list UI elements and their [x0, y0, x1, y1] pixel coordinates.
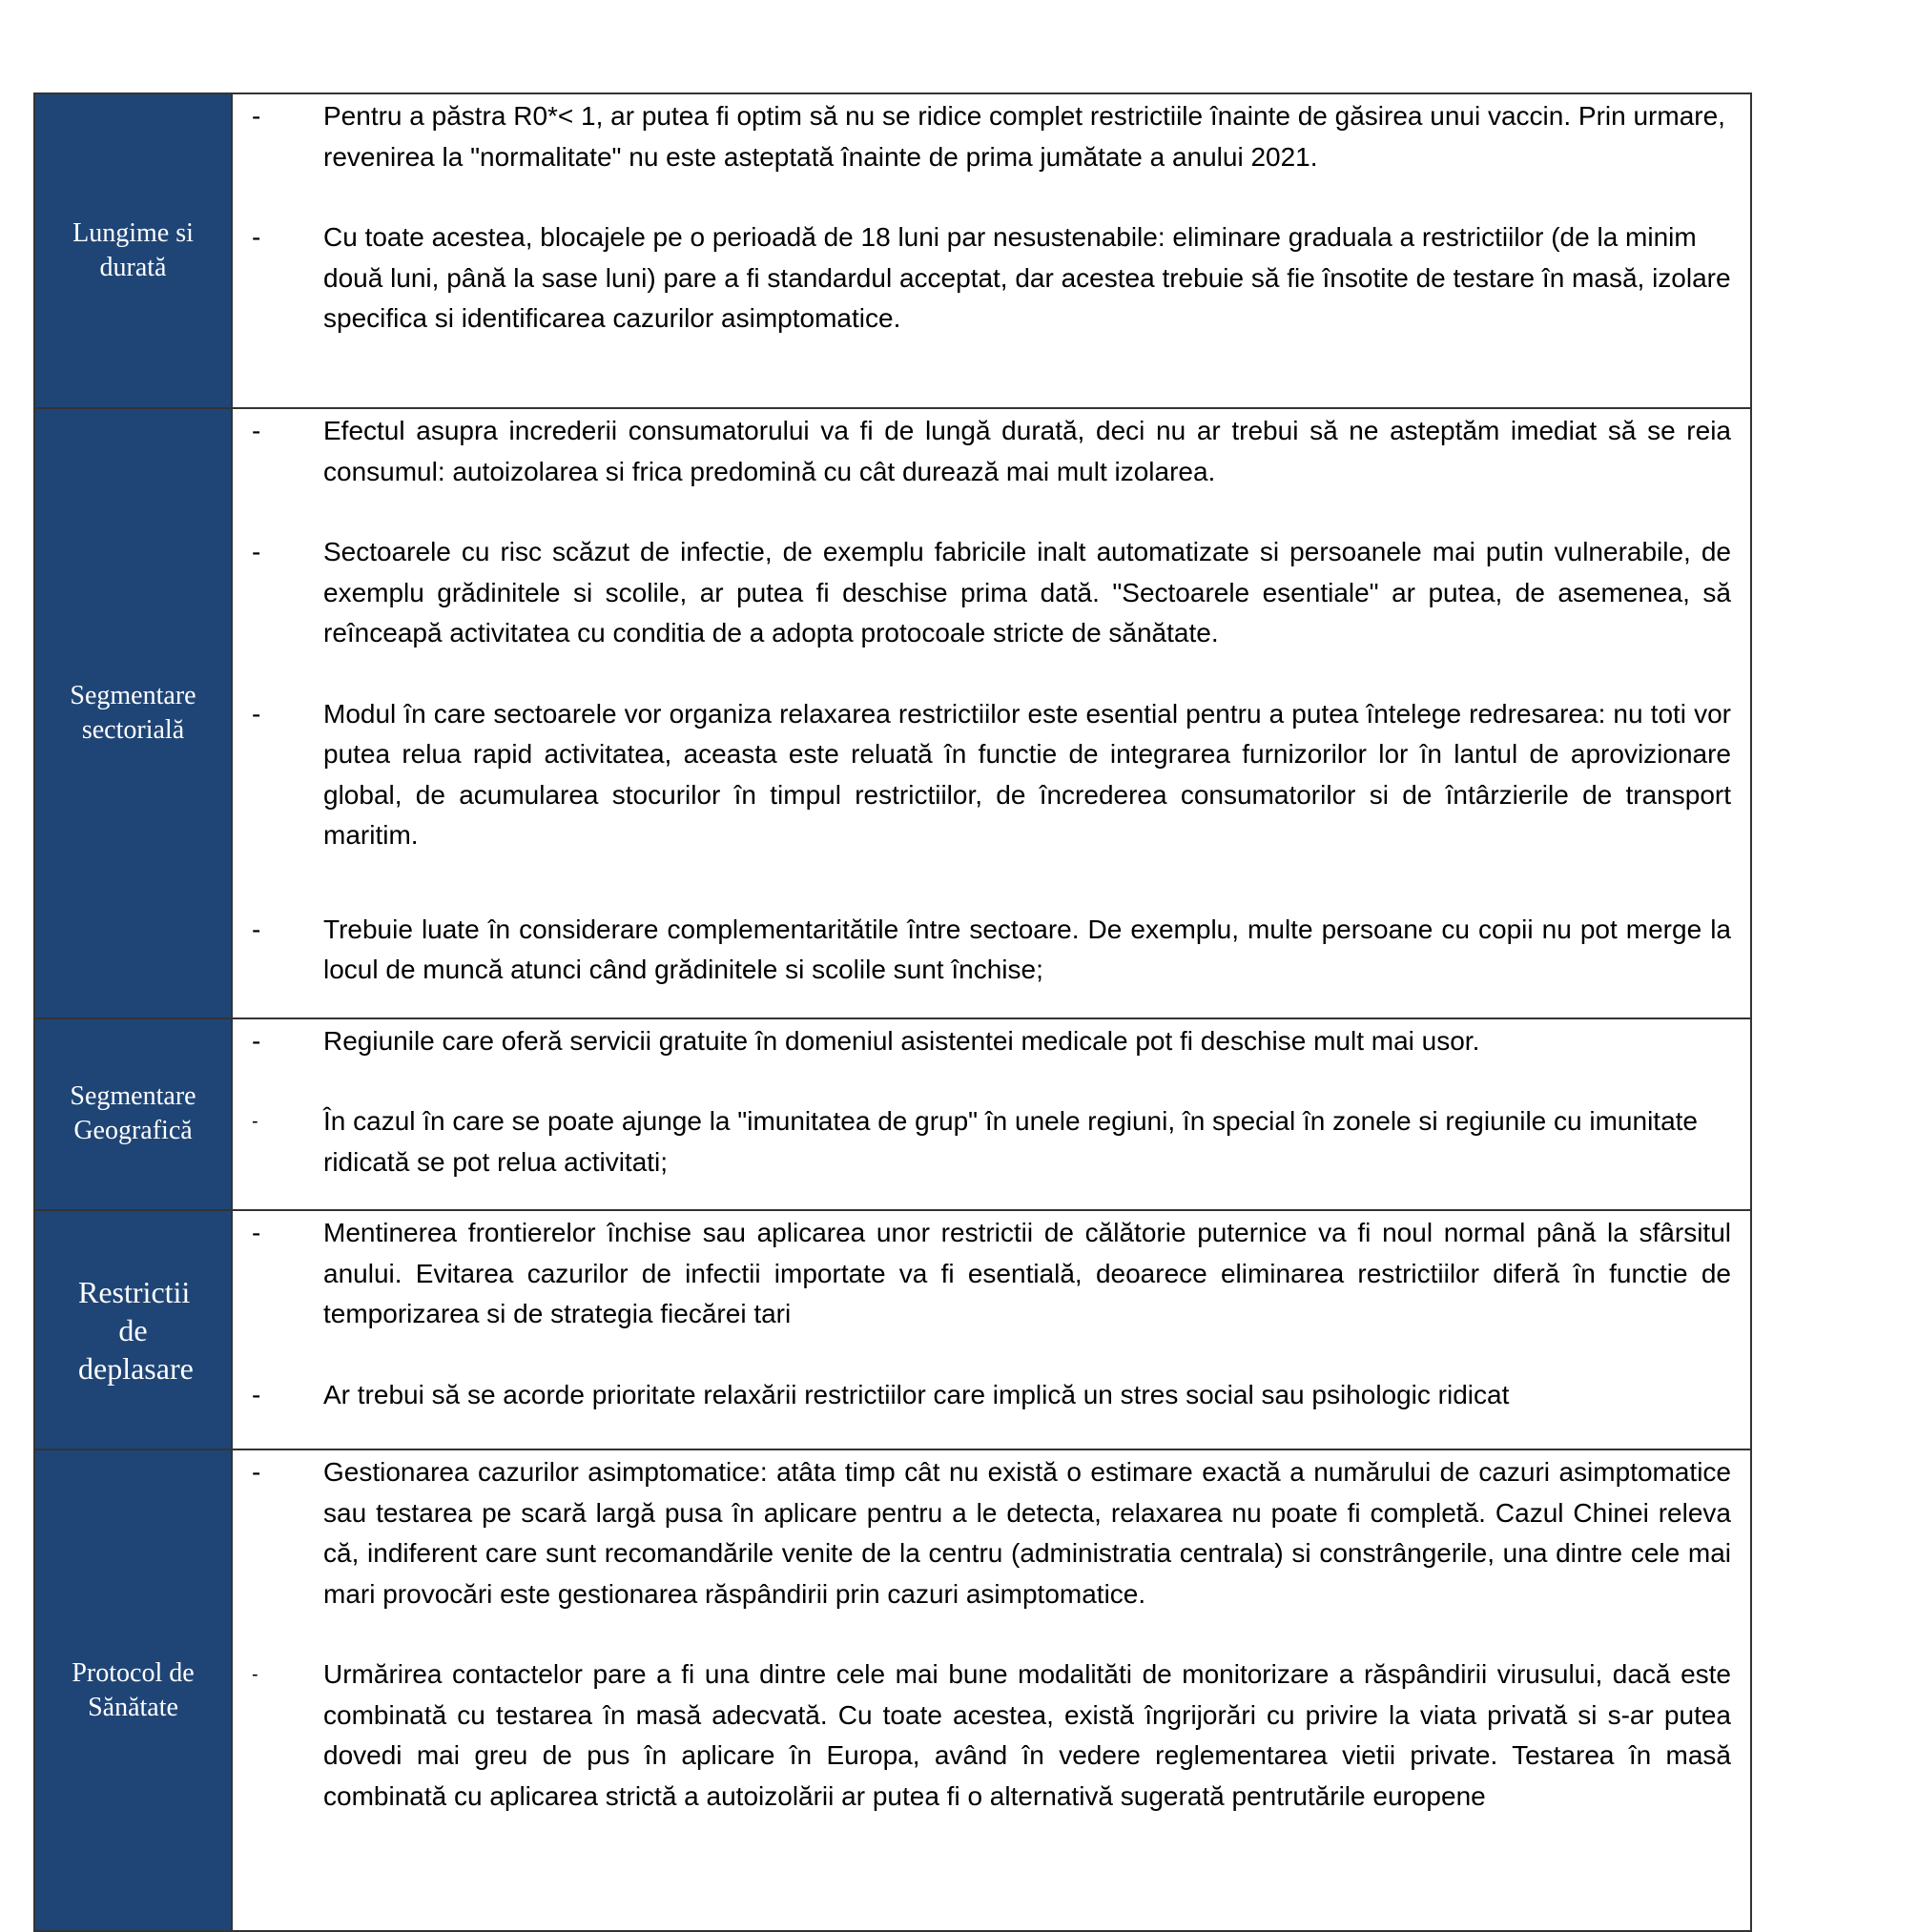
bullet-dash: -: [252, 698, 261, 729]
bullet-dash: -: [252, 222, 261, 252]
bullet-text: Sectoarele cu risc scăzut de infectie, de exemplu fabricile inalt automatizate si persoanele mai putin vulnerabile, de exemplu grădinitele si scolile, ar putea fi deschise prima dată. "Sectoarele esentiale" ar putea, de asemenea, să reînceapă activitatea cu conditia de a adopta protocoale stricte de sănătate.: [323, 537, 1731, 647]
list-item: [233, 217, 1731, 339]
bullet-dash: -: [252, 1111, 258, 1132]
bullet-text: Efectul asupra increderii consumatorului va fi de lungă durată, deci nu ar trebui să ne asteptăm imediat să se reia consumul: autoizolarea si frica predomină cu cât durează mai mult izolarea.: [323, 416, 1731, 486]
row-label-duration: [34, 93, 232, 408]
bullet-list: [233, 1211, 1750, 1415]
table-row-geographic: [34, 1018, 1751, 1211]
bullet-text: Ar trebui să se acorde prioritate relaxării restrictiilor care implică un stres social sau psihologic ridicat: [323, 1379, 1510, 1409]
list-item: [233, 694, 1731, 856]
row-label-text: Segmentare Geografică: [70, 1081, 196, 1146]
bullet-dash: -: [252, 1025, 261, 1056]
policy-table: [33, 92, 1752, 1932]
bullet-dash: -: [252, 1457, 261, 1487]
bullet-list: [233, 409, 1750, 991]
list-item: [233, 1021, 1731, 1062]
bullet-dash: -: [252, 914, 261, 944]
row-content-geographic: [232, 1018, 1751, 1211]
bullet-list: [233, 94, 1750, 339]
bullet-dash: -: [252, 537, 261, 566]
list-item: [233, 910, 1731, 991]
list-item: [233, 96, 1731, 177]
list-item: [233, 411, 1731, 492]
list-item: [233, 1375, 1731, 1416]
bullet-text: Modul în care sectoarele vor organiza relaxarea restrictiilor este esential pentru a putea întelege redresarea: nu toti vor putea relua rapid activitatea, aceasta este reluată în functie de integrarea furnizorilor lor în lantul de aprovizionare global, de acumularea stocurilor în timpul restrictiilor, de încrederea consumatorilor si de întârzierile de transport maritim.: [323, 698, 1731, 850]
table-row-health: [34, 1449, 1751, 1931]
row-label-text: Protocol de Sănătate: [72, 1657, 195, 1722]
row-label-geographic: [34, 1018, 232, 1211]
bullet-dash: -: [252, 1379, 261, 1409]
row-label-health: [34, 1449, 232, 1931]
list-item: [233, 1213, 1731, 1335]
list-item: [233, 1452, 1731, 1614]
bullet-text: Trebuie luate în considerare complementaritătile între sectoare. De exemplu, multe persoane cu copii nu pot merge la locul de muncă atunci când grădinitele si scolile sunt închise;: [323, 914, 1731, 984]
row-label-travel: [34, 1210, 232, 1449]
bullet-list: [233, 1450, 1750, 1817]
table-row-travel: [34, 1210, 1751, 1449]
bullet-text: Mentinerea frontierelor închise sau aplicarea unor restrictii de călătorie puternice va fi noul normal până la sfârsitul anului. Evitarea cazurilor de infectii importate va fi esentială, deoarece eliminarea restrictiilor diferă în functie de temporizarea si de strategia fiecărei tari: [323, 1218, 1731, 1328]
bullet-text: În cazul în care se poate ajunge la "imunitatea de grup" în unele regiuni, în special în zonele si regiunile cu imunitate ridicată se pot relua activitati;: [323, 1106, 1698, 1177]
row-label-text: Lungime si durată: [72, 218, 194, 282]
row-label-sectoral: [34, 408, 232, 1018]
table-row-sectoral: [34, 408, 1751, 1018]
row-content-travel: [232, 1210, 1751, 1449]
bullet-text: Cu toate acestea, blocajele pe o perioadă de 18 luni par nesustenabile: eliminare graduala a restrictiilor (de la minim două luni, până la sase luni) pare a fi standardul acceptat, dar acestea trebuie să fie însotite de testare în masă, izolare specifica si identificarea cazurilor asimptomatice.: [323, 222, 1731, 333]
bullet-dash: -: [252, 1664, 258, 1685]
table-row-duration: [34, 93, 1751, 408]
list-item: [233, 1655, 1731, 1817]
list-item: [233, 1101, 1731, 1182]
list-item: [233, 532, 1731, 654]
bullet-text: Gestionarea cazurilor asimptomatice: atâta timp cât nu există o estimare exactă a numărului de cazuri asimptomatice sau testarea pe scară largă pusa în aplicare pentru a le detecta, relaxarea nu poate fi completă. Cazul Chinei releva că, indiferent care sunt recomandările venite de la centru (administratia centrala) si constrângerile, una dintre cele mai mari provocări este gestionarea răspândirii prin cazuri asimptomatice.: [323, 1457, 1731, 1609]
row-label-text: Restrictii de deplasare: [78, 1274, 194, 1386]
row-label-text: Segmentare sectorială: [70, 680, 196, 745]
row-content-health: [232, 1449, 1751, 1931]
row-content-sectoral: [232, 408, 1751, 1018]
bullet-text: Pentru a păstra R0*< 1, ar putea fi optim să nu se ridice complet restrictiile înainte de găsirea unui vaccin. Prin urmare, revenirea la "normalitate" nu este asteptată înainte de prima jumătate a anului 2021.: [323, 101, 1725, 172]
bullet-dash: -: [252, 416, 261, 445]
bullet-list: [233, 1019, 1750, 1183]
bullet-dash: -: [252, 101, 261, 131]
bullet-text: Urmărirea contactelor pare a fi una dintre cele mai bune modalităti de monitorizare a răspândirii virusului, dacă este combinată cu testarea în masă adecvată. Cu toate acestea, există îngrijorări cu privire la viata privată si s-ar putea dovedi mai greu de pus în aplicare în Europa, având în vedere reglementarea vietii private. Testarea în masă combinată cu aplicarea strictă a autoizolării ar putea fi o alternativă sugerată pentrutările europene: [323, 1659, 1731, 1811]
bullet-dash: -: [252, 1218, 261, 1247]
row-content-duration: [232, 93, 1751, 408]
bullet-text: Regiunile care oferă servicii gratuite în domeniul asistentei medicale pot fi deschise mult mai usor.: [323, 1025, 1480, 1056]
